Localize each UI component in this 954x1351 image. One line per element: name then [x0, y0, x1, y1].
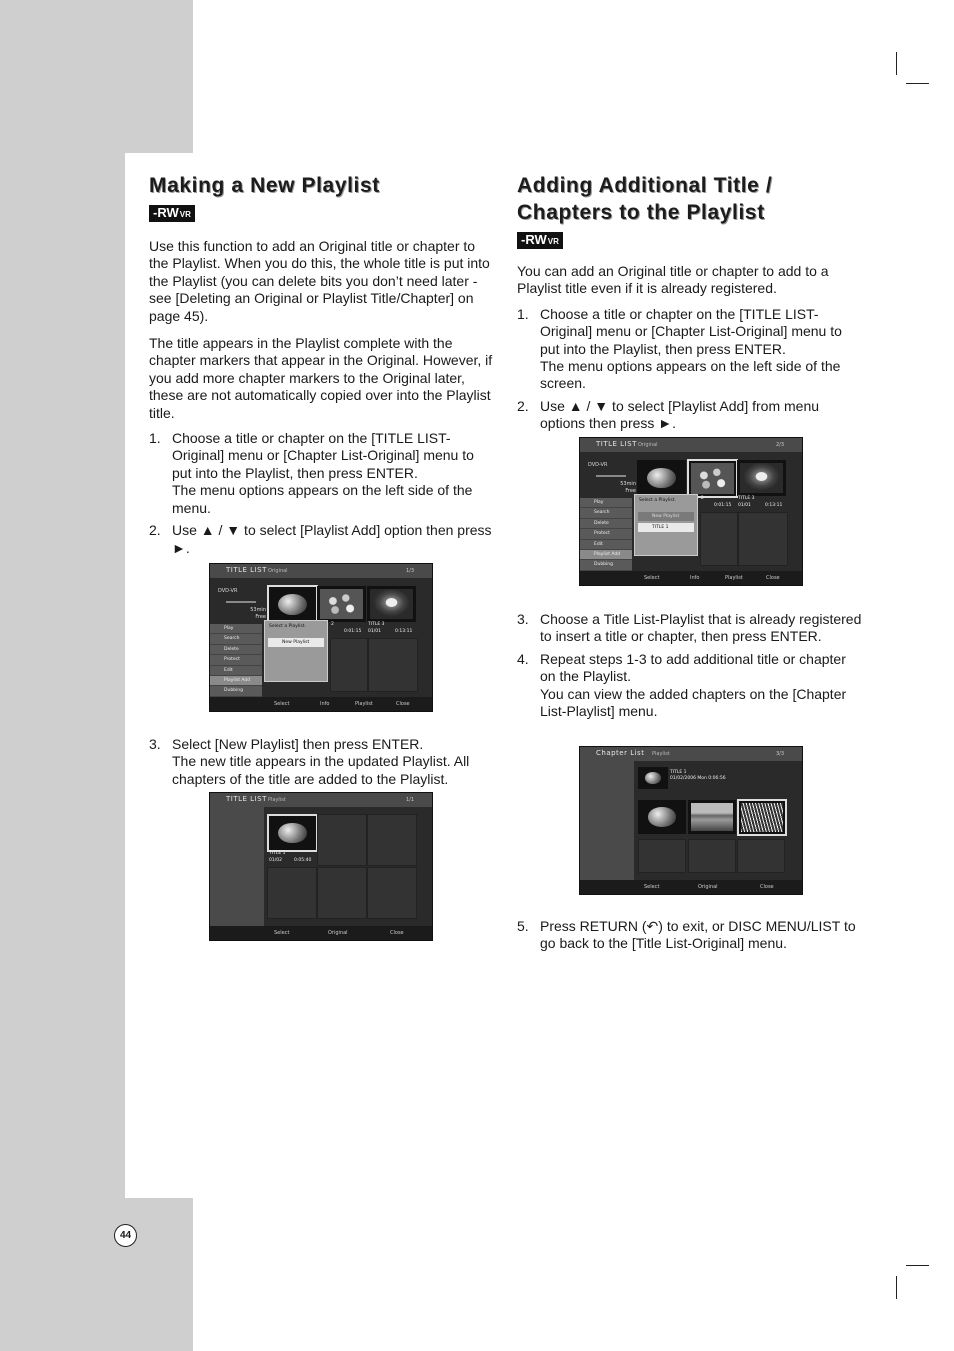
capacity-bar	[226, 601, 256, 603]
empty-tile	[368, 638, 418, 692]
thumbnail-2[interactable]	[317, 586, 366, 622]
step	[149, 430, 495, 517]
thumbnail-image	[647, 468, 675, 488]
popup-item-new-playlist[interactable]: New Playlist	[638, 512, 694, 521]
empty-tile	[330, 638, 368, 692]
foot-select: Select	[274, 701, 290, 707]
thumbnail-image	[645, 772, 662, 784]
select-playlist-popup	[264, 620, 328, 682]
step-number: 3.	[149, 736, 161, 752]
step-text: Repeat steps 1-3 to add additional title or chapter on the Playlist.	[540, 650, 846, 685]
crop-mark	[906, 1265, 929, 1266]
screen-header	[210, 564, 432, 578]
foot-select: Select	[644, 575, 660, 581]
step	[517, 918, 863, 953]
screen-footer	[210, 697, 432, 711]
menu-item-playlist-add[interactable]: Playlist Add	[580, 550, 632, 560]
step	[517, 611, 863, 646]
step-number: 5.	[517, 918, 529, 934]
step-number: 2.	[517, 397, 529, 414]
paragraph: Use this function to add an Original title or chapter to the Playlist. When you do this, the whole title is put into the Playlist (you can delete bits you don’t need later - see [Deleting an Original or Playlist Title/Chapter] on page 45).	[149, 238, 490, 324]
tile-title: TITLE 3	[738, 496, 755, 501]
tile-time: 0:01:15	[714, 503, 732, 508]
step	[149, 522, 495, 557]
paragraph: You can add an Original title or chapter to add to a Playlist title even if it is already registered.	[517, 263, 829, 297]
step	[517, 306, 863, 393]
screen-page: 3/3	[775, 751, 784, 757]
option-menu	[580, 498, 632, 571]
screen-title: TITLE LIST	[226, 795, 267, 803]
steps-list-final	[517, 913, 863, 953]
empty-tile	[700, 512, 738, 566]
thumbnail-image	[648, 807, 676, 826]
crop-mark	[896, 1276, 897, 1299]
margin-band-bottom	[0, 1198, 193, 1351]
section-title-new-playlist: Making a New Playlist	[149, 174, 380, 197]
screen-footer	[580, 880, 802, 894]
screen-header	[210, 793, 432, 807]
foot-close: Close	[760, 884, 774, 890]
thumbnail-image	[370, 589, 413, 619]
popup-item-title-1[interactable]: TITLE 1	[638, 523, 694, 532]
thumbnail-image	[278, 594, 306, 615]
tile-date: 01/01	[368, 629, 381, 634]
tile-label: 2	[701, 496, 704, 501]
badge-main: -RW	[153, 205, 179, 220]
title-thumbnail	[638, 767, 668, 789]
tile-label: 2	[331, 622, 334, 627]
screen-footer	[210, 926, 432, 940]
crop-mark	[906, 83, 929, 84]
menu-item-edit[interactable]: Edit	[580, 540, 632, 550]
step	[517, 651, 863, 721]
menu-item-protect[interactable]: Protect	[580, 529, 632, 539]
screen-title-list-original-add	[579, 437, 803, 586]
step-number: 3.	[517, 611, 529, 627]
foot-close: Close	[396, 701, 410, 707]
paragraph: The title appears in the Playlist complete with the chapter markers that appear in the Original. However, if you add more chapter markers to the Original later, these are not automatically copied over into the Playlist title.	[149, 335, 493, 421]
empty-tile	[638, 839, 686, 873]
empty-tile	[367, 867, 417, 919]
empty-tile	[738, 512, 788, 566]
menu-item-dubbing[interactable]: Dubbing	[210, 686, 262, 696]
chapter-thumbnail-3[interactable]	[737, 799, 787, 836]
thumbnail-image	[278, 823, 306, 843]
thumbnail-3[interactable]	[367, 586, 416, 622]
badge-sub: VR	[547, 237, 559, 246]
thumbnail-image	[741, 803, 783, 832]
foot-info: Info	[690, 575, 700, 581]
remaining-time: 53min	[250, 607, 266, 613]
menu-item-play[interactable]: Play	[580, 498, 632, 508]
tile-time: 0:13:11	[765, 503, 783, 508]
disc-info	[218, 588, 266, 624]
section-title-adding-titles: Adding Additional Title / Chapters to the Playlist	[517, 174, 773, 224]
screen-page: 2/3	[775, 442, 784, 448]
thumbnail-image	[320, 589, 363, 619]
thumbnail-image	[691, 803, 733, 831]
foot-playlist: Playlist	[355, 701, 373, 707]
screen-title: Chapter List	[596, 749, 645, 757]
margin-band-top	[0, 0, 193, 153]
tile-date: 01/01	[738, 503, 751, 508]
screen-subtitle: Playlist	[652, 751, 670, 757]
step-number: 4.	[517, 650, 529, 667]
chapter-thumbnail-2[interactable]	[688, 800, 736, 834]
menu-item-playlist-add[interactable]: Playlist Add	[210, 676, 262, 686]
page-number: 44	[114, 1224, 137, 1247]
empty-tile	[317, 867, 367, 919]
steps-list-continued	[149, 731, 495, 788]
screen-header	[580, 747, 802, 761]
screen-title-list-original	[209, 563, 433, 712]
screen-page: 1/1	[405, 797, 414, 803]
info-title: TITLE 1	[670, 770, 687, 775]
tile-time: 0:05:40	[294, 858, 312, 863]
remaining-time: 53min	[620, 481, 636, 487]
foot-original: Original	[698, 884, 718, 890]
foot-close: Close	[390, 930, 404, 936]
step-text: Choose a Title List-Playlist that is already registered to insert a title or chapter, then press ENTER.	[540, 611, 862, 645]
steps-list	[517, 306, 863, 433]
menu-item-search[interactable]: Search	[210, 634, 262, 644]
thumbnail-3[interactable]	[737, 460, 786, 496]
foot-info: Info	[320, 701, 330, 707]
screen-chapter-list-playlist	[579, 746, 803, 895]
step	[149, 736, 495, 788]
foot-playlist: Playlist	[725, 575, 743, 581]
screen-footer	[580, 571, 802, 585]
step-text: Choose a title or chapter on the [TITLE LIST-Original] menu or [Chapter List-Original] menu to put into the Playlist, then press ENTER.	[172, 430, 474, 481]
disc-type: DVD-VR	[218, 588, 238, 594]
step-text: Press RETURN (↶) to exit, or DISC MENU/LIST to go back to the [Title List-Original] menu.	[540, 918, 856, 952]
screen-title: TITLE LIST	[226, 566, 267, 574]
menu-item-protect[interactable]: Protect	[210, 655, 262, 665]
disc-type: DVD-VR	[588, 462, 608, 468]
steps-list-continued	[517, 606, 863, 720]
foot-original: Original	[328, 930, 348, 936]
thumbnail-1[interactable]	[267, 585, 318, 624]
side-panel	[580, 761, 634, 880]
step-text: Select [New Playlist] then press ENTER.	[172, 736, 424, 752]
margin-band-left	[0, 153, 125, 1198]
step-note: The new title appears in the updated Playlist. All chapters of the title are added to the Playlist.	[172, 753, 470, 787]
popup-title: Select a Playlist.	[639, 498, 676, 503]
info-details: 01/02/2006 Mon 0:06:56	[670, 776, 726, 781]
menu-item-edit[interactable]: Edit	[210, 666, 262, 676]
select-playlist-popup	[634, 494, 698, 556]
empty-tile	[317, 814, 367, 866]
free-label: Free	[255, 614, 266, 620]
step-text: Use ▲ / ▼ to select [Playlist Add] from menu options then press ►.	[540, 397, 820, 432]
tile-title: TITLE 3	[368, 622, 385, 627]
tile-title: TITLE 1	[269, 851, 286, 856]
menu-item-delete[interactable]: Delete	[210, 645, 262, 655]
step-text: Use ▲ / ▼ to select [Playlist Add] option then press ►.	[172, 522, 492, 556]
step-number: 1.	[149, 430, 161, 447]
step-note: The menu options appears on the left side of the menu.	[172, 482, 473, 516]
screen-page: 1/3	[405, 568, 414, 574]
foot-close: Close	[766, 575, 780, 581]
thumbnail-image	[691, 463, 734, 494]
popup-item-new-playlist[interactable]: New Playlist	[268, 638, 324, 647]
disc-info	[588, 462, 636, 498]
screen-subtitle: Original	[268, 568, 288, 574]
tile-date: 01/02	[269, 858, 282, 863]
menu-item-search[interactable]: Search	[580, 508, 632, 518]
thumbnail-2[interactable]	[687, 459, 738, 498]
disc-badge	[149, 205, 195, 222]
tile-time: 0:13:11	[395, 629, 413, 634]
step-text: Choose a title or chapter on the [TITLE LIST-Original] menu or [Chapter List-Original] menu to put into the Playlist, then press ENTER.	[540, 305, 842, 357]
empty-tile	[367, 814, 417, 866]
menu-item-dubbing[interactable]: Dubbing	[580, 560, 632, 570]
badge-sub: VR	[179, 210, 191, 219]
thumbnail-1[interactable]	[637, 460, 686, 496]
badge-main: -RW	[521, 232, 547, 247]
disc-badge	[517, 232, 563, 249]
menu-item-delete[interactable]: Delete	[580, 519, 632, 529]
tile-time: 0:01:15	[344, 629, 362, 634]
step-note: The menu options appears on the left side of the screen.	[540, 358, 841, 392]
screen-subtitle: Playlist	[268, 797, 286, 803]
empty-tile	[267, 867, 317, 919]
popup-title: Select a Playlist.	[269, 624, 306, 629]
foot-select: Select	[644, 884, 660, 890]
screen-subtitle: Original	[638, 442, 658, 448]
empty-tile	[688, 839, 736, 873]
menu-item-play[interactable]: Play	[210, 624, 262, 634]
thumbnail-1[interactable]	[267, 814, 318, 852]
step-note: You can view the added chapters on the [Chapter List-Playlist] menu.	[540, 685, 847, 720]
capacity-bar	[596, 475, 626, 477]
step	[517, 398, 863, 433]
empty-tile	[737, 839, 785, 873]
step-number: 2.	[149, 522, 161, 539]
option-menu	[210, 624, 262, 697]
screen-title-list-playlist	[209, 792, 433, 941]
foot-select: Select	[274, 930, 290, 936]
screen-header	[580, 438, 802, 452]
side-panel	[210, 807, 264, 926]
screen-title: TITLE LIST	[596, 440, 637, 448]
step-number: 1.	[517, 305, 529, 322]
free-label: Free	[625, 488, 636, 494]
thumbnail-image	[740, 463, 783, 493]
crop-mark	[896, 52, 897, 75]
chapter-thumbnail-1[interactable]	[638, 800, 686, 834]
steps-list	[149, 430, 495, 557]
